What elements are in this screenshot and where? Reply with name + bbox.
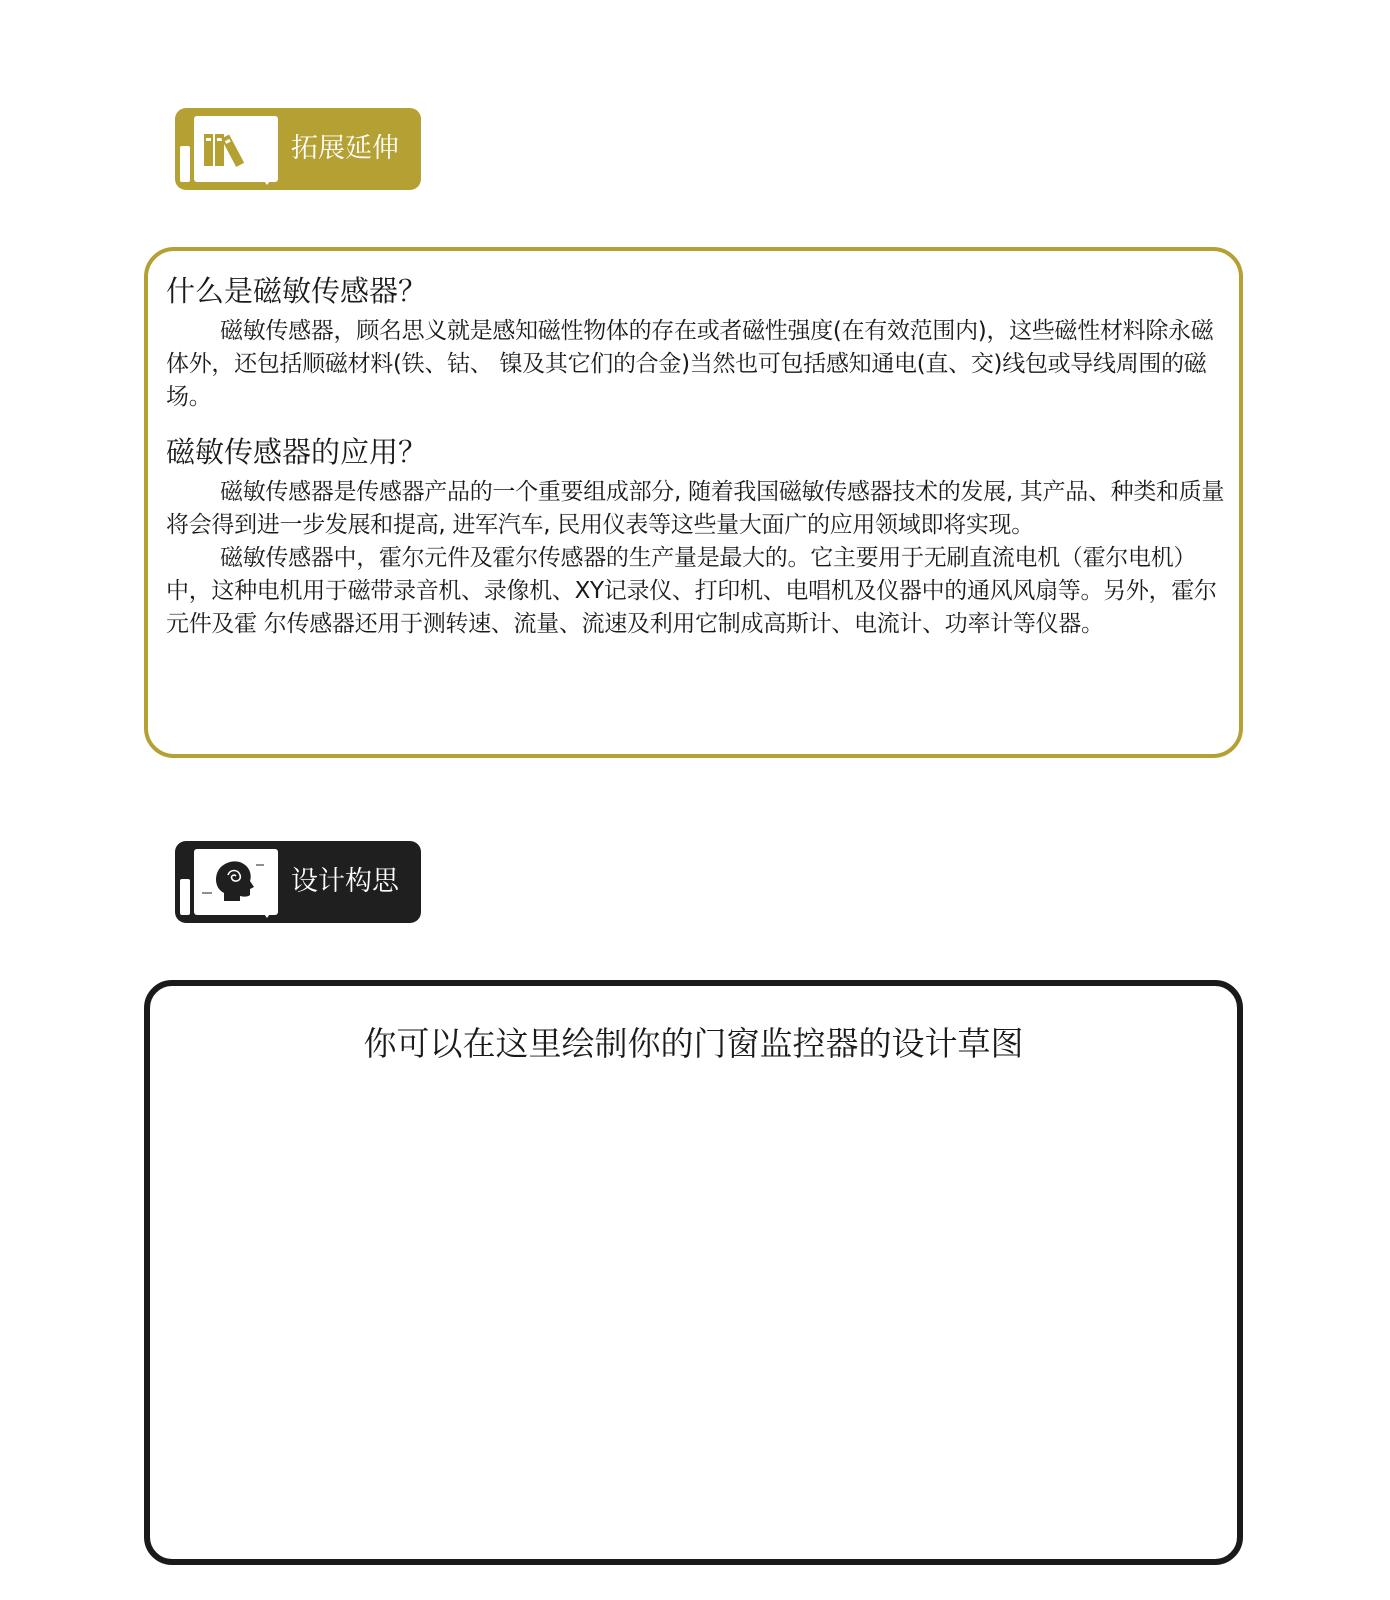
sketch-instruction: 你可以在这里绘制你的门窗监控器的设计草图 [363,1024,1024,1063]
tag-icon-frame-right [262,138,273,178]
section-title-extend: 拓展延伸 [291,133,399,164]
info-paragraph-definition: 磁敏传感器，顾名思义就是感知磁性物体的存在或者磁性强度(在有效范围内)，这些磁性材料除永磁体外，还包括顺磁材料(铁、钴、 镍及其它们的合金)当然也可包括感知通电(直、交)线包或导线周围的磁场。 [166,318,1214,410]
tag-icon-frame-left [180,146,190,182]
section-tag-extend [175,108,421,190]
info-paragraph-application: 磁敏传感器是传感器产品的一个重要组成部分, 随着我国磁敏传感器技术的发展, 其产品、种类和质量将会得到进一步发展和提高, 进军汽车, 民用仪表等这些量大面广的应用领域即将实现。 [166,479,1225,538]
tag-icon-frame-right [262,871,273,911]
info-paragraph-hall: 磁敏传感器中，霍尔元件及霍尔传感器的生产量是最大的。它主要用于无刷直流电机（霍尔电机）中，这种电机用于磁带录音机、录像机、XY记录仪、打印机、电唱机及仪器中的通风风扇等。另外，霍尔元件及霍 尔传感器还用于测转速、流量、流速及利用它制成高斯计、电流计、功率计等仪器。 [166,545,1217,637]
sketch-drawing-area[interactable] [144,980,1243,1565]
section-title-design: 设计构思 [291,866,399,897]
tag-icon-frame-left [180,879,190,915]
info-title-what: 什么是磁敏传感器？ [166,274,428,308]
section-tag-design [175,841,421,923]
info-box [144,247,1243,758]
info-title-application: 磁敏传感器的应用？ [166,435,428,469]
